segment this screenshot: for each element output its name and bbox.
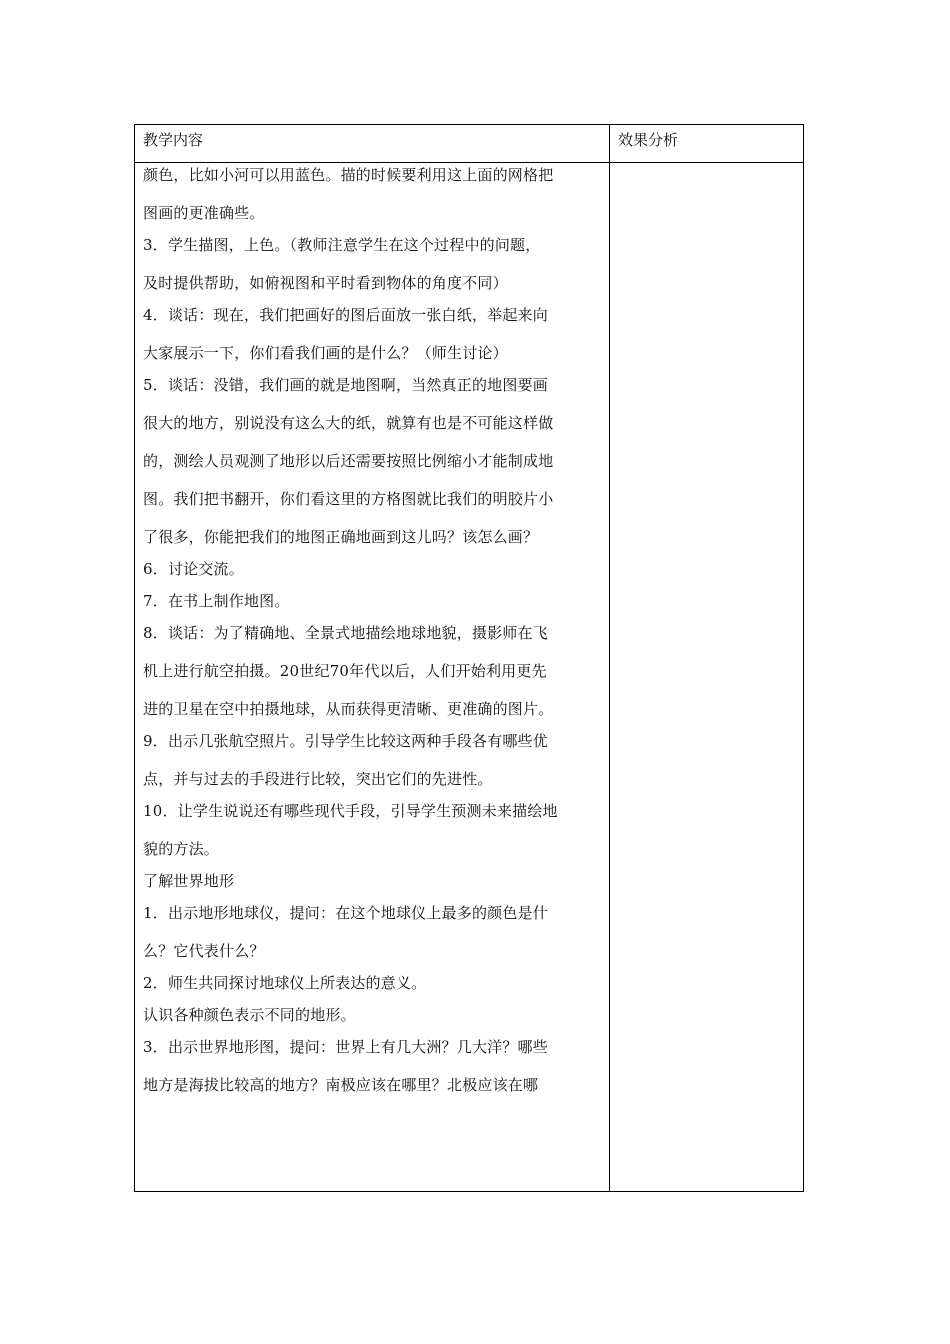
content-line: 么？它代表什么？ <box>143 942 265 960</box>
teaching-content-cell <box>143 163 605 1191</box>
content-line: 进的卫星在空中拍摄地球，从而获得更清晰、更准确的图片。 <box>143 700 554 718</box>
header-effect-analysis: 效果分析 <box>618 131 679 149</box>
content-line: 4．谈话：现在，我们把画好的图后面放一张白纸，举起来向 <box>143 306 548 324</box>
lesson-table <box>134 124 804 1192</box>
content-line: 貌的方法。 <box>143 840 220 858</box>
content-line: 地方是海拔比较高的地方？南极应该在哪里？北极应该在哪 <box>143 1076 539 1094</box>
content-line: 了很多，你能把我们的地图正确地画到这儿吗？该怎么画？ <box>143 528 539 546</box>
content-line: 1．出示地形地球仪，提问：在这个地球仪上最多的颜色是什 <box>143 904 548 922</box>
content-line: 7．在书上制作地图。 <box>143 592 290 610</box>
content-line: 图画的更准确些。 <box>143 204 265 222</box>
content-line: 认识各种颜色表示不同的地形。 <box>143 1006 356 1024</box>
content-line: 及时提供帮助，如俯视图和平时看到物体的角度不同） <box>143 274 508 292</box>
content-line: 3．出示世界地形图，提问：世界上有几大洲？几大洋？哪些 <box>143 1038 548 1056</box>
content-line: 颜色，比如小河可以用蓝色。描的时候要利用这上面的网格把 <box>143 166 554 184</box>
content-line: 10．让学生说说还有哪些现代手段，引导学生预测未来描绘地 <box>143 802 558 820</box>
content-line: 很大的地方，别说没有这么大的纸，就算有也是不可能这样做 <box>143 414 554 432</box>
content-line: 图。我们把书翻开，你们看这里的方格图就比我们的明胶片小 <box>143 490 554 508</box>
content-line: 2．师生共同探讨地球仪上所表达的意义。 <box>143 974 427 992</box>
content-line: 大家展示一下，你们看我们画的是什么？（师生讨论） <box>143 344 508 362</box>
content-line: 的，测绘人员观测了地形以后还需要按照比例缩小才能制成地 <box>143 452 554 470</box>
content-line: 3．学生描图，上色。（教师注意学生在这个过程中的问题， <box>143 236 541 254</box>
content-line: 5．谈话：没错，我们画的就是地图啊，当然真正的地图要画 <box>143 376 548 394</box>
content-line: 8．谈话：为了精确地、全景式地描绘地球地貌，摄影师在飞 <box>143 624 548 642</box>
content-line: 6．讨论交流。 <box>143 560 244 578</box>
content-line: 了解世界地形 <box>143 872 235 890</box>
effect-analysis-cell <box>610 163 804 1191</box>
header-teaching-content: 教学内容 <box>143 131 204 149</box>
content-line: 9．出示几张航空照片。引导学生比较这两种手段各有哪些优 <box>143 732 548 750</box>
content-line: 点，并与过去的手段进行比较，突出它们的先进性。 <box>143 770 493 788</box>
content-line: 机上进行航空拍摄。20世纪70年代以后，人们开始利用更先 <box>143 662 547 680</box>
